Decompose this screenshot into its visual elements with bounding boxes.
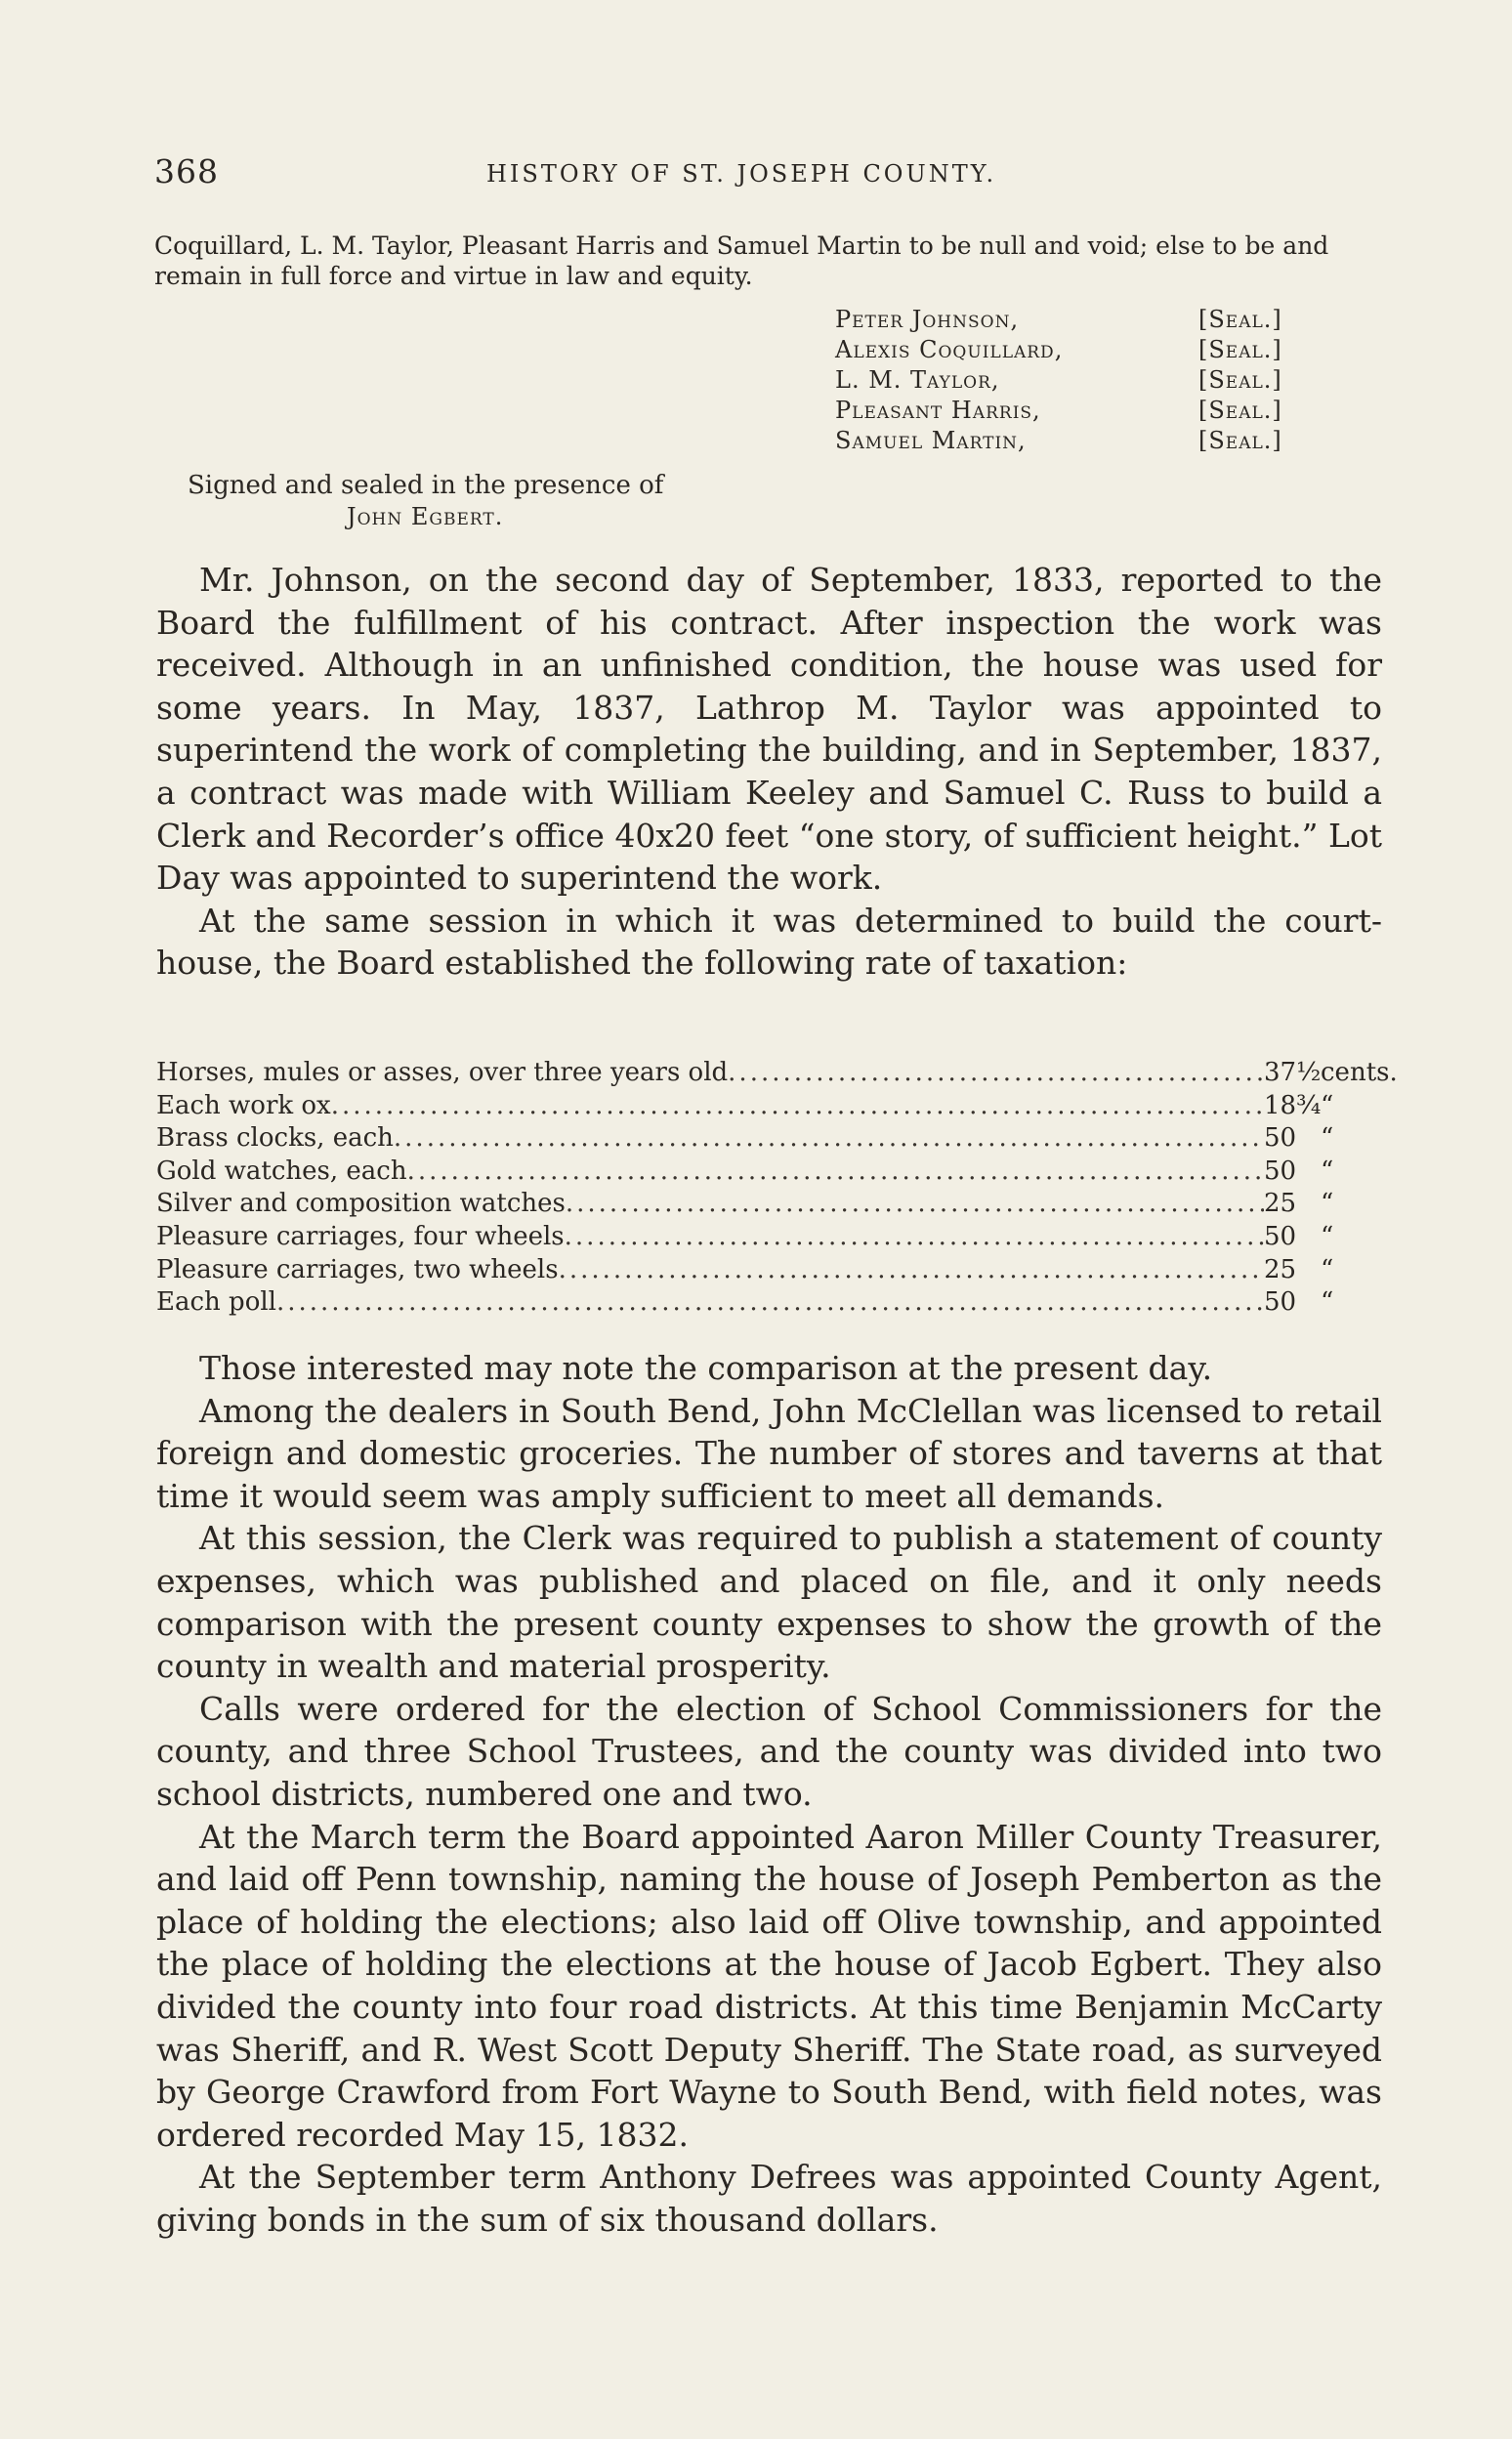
witness-name: John Egbert.: [347, 503, 504, 530]
tax-item: Pleasure carriages, two wheels: [156, 1254, 559, 1284]
tax-rate: 50: [1264, 1221, 1297, 1251]
tax-item: Brass clocks, each: [156, 1123, 394, 1154]
tax-rate: 18¾: [1264, 1090, 1322, 1120]
tax-unit: “: [1321, 1090, 1334, 1120]
body-text-lower: [156, 1347, 1382, 2241]
tax-unit: “: [1321, 1189, 1334, 1219]
dot-leader: [566, 1189, 1264, 1218]
tax-rate-row: [156, 1091, 1389, 1124]
signatory-row: [835, 336, 1323, 366]
dot-leader: [565, 1222, 1264, 1251]
seal-mark: [Seal.]: [1198, 427, 1282, 454]
seal-mark: [Seal.]: [1198, 397, 1282, 424]
tax-rate: 50: [1264, 1123, 1297, 1154]
seal-mark: [Seal.]: [1198, 336, 1282, 363]
tax-item: Gold watches, each: [156, 1156, 407, 1186]
paragraph: At the same session in which it was determined to build the court-house, the Board established the following rate of taxation:: [156, 901, 1382, 983]
paragraph: At the September term Anthony Defrees was appointed County Agent, giving bonds in the sum of six thousand dollars.: [156, 2158, 1382, 2239]
tax-unit: “: [1321, 1123, 1334, 1154]
dot-leader: [559, 1255, 1264, 1284]
paragraph: Mr. Johnson, on the second day of September, 1833, reported to the Board the fulfillment of his contract. After inspection the work was received. Although in an unfinished condition, the house was used for some years. In May, 1837, Lathrop M. Taylor was appointed to superintend the work of completing the building, and in September, 1837, a contract was made with William Keeley and Samuel C. Russ to build a Clerk and Recorder’s office 40x20 feet “one story, of sufficient height.” Lot Day was appointed to superintend the work.: [156, 561, 1382, 898]
dot-leader: [407, 1156, 1264, 1186]
signatory-name: Pleasant Harris,: [835, 397, 1041, 424]
tax-item: Each work ox: [156, 1090, 331, 1120]
tax-rate: 50: [1264, 1287, 1297, 1318]
dot-leader: [276, 1287, 1264, 1317]
tax-rate: 25: [1264, 1189, 1297, 1219]
paragraph: At this session, the Clerk was required to publish a statement of county expenses, which was published and placed on file, and it only needs comparison with the present county expenses to show the growth of the county in wealth and material prosperity.: [156, 1519, 1382, 1686]
tax-rate-row: [156, 1287, 1389, 1321]
dot-leader: [394, 1123, 1264, 1153]
tax-item: Pleasure carriages, four wheels: [156, 1221, 565, 1251]
page-header: [154, 152, 1387, 199]
tax-rate-row: [156, 1156, 1389, 1190]
seal-mark: [Seal.]: [1198, 366, 1282, 394]
signatory-row: [835, 427, 1323, 457]
signatory-name: L. M. Taylor,: [835, 366, 1000, 394]
tax-rate-row: [156, 1255, 1389, 1288]
paragraph: Those interested may note the comparison at the present day.: [199, 1349, 1213, 1387]
dot-leader: [728, 1058, 1264, 1087]
tax-rate-row: [156, 1189, 1389, 1222]
signatory-row: [835, 366, 1323, 397]
tax-rate-row: [156, 1123, 1389, 1156]
paragraph: Calls were ordered for the election of School Commissioners for the county, and three School Trustees, and the county was divided into two school districts, numbered one and two.: [156, 1689, 1382, 1813]
signatory-row: [835, 306, 1323, 336]
tax-unit: “: [1321, 1287, 1334, 1318]
signatory-list: [835, 306, 1323, 457]
signatory-row: [835, 397, 1323, 427]
paragraph: At the March term the Board appointed Aaron Miller County Treasurer, and laid off Penn township, naming the house of Joseph Pemberton as the place of holding the elections; also laid off Olive township, and appointed the place of holding the elections at the house of Jacob Egbert. They also divided the county into four road districts. At this time Benjamin McCarty was Sheriff, and R. West Scott Deputy Sheriff. The State road, as surveyed by George Crawford from Fort Wayne to South Bend, with field notes, was ordered recorded May 15, 1832.: [156, 1817, 1382, 2154]
tax-unit: “: [1321, 1254, 1334, 1284]
tax-item: Each poll: [156, 1287, 276, 1318]
tax-rate-row: [156, 1222, 1389, 1255]
dot-leader: [331, 1091, 1264, 1120]
signatory-name: Alexis Coquillard,: [835, 336, 1064, 363]
tax-rate: 25: [1264, 1254, 1297, 1284]
paragraph: Among the dealers in South Bend, John McClellan was licensed to retail foreign and domestic groceries. The number of stores and taverns at that time it would seem was amply sufficient to meet all demands.: [156, 1391, 1382, 1515]
signatory-name: Samuel Martin,: [835, 427, 1027, 454]
seal-mark: [Seal.]: [1198, 306, 1282, 333]
signatory-name: Peter Johnson,: [835, 306, 1020, 333]
lead-text: Coquillard, L. M. Taylor, Pleasant Harris and Samuel Martin to be null and void; else to be and remain in full force and virtue in law and equity.: [154, 231, 1329, 290]
tax-rate-table: [156, 1058, 1398, 1321]
tax-rate: 37½: [1264, 1058, 1322, 1087]
witness-label: Signed and sealed in the presence of: [188, 471, 664, 500]
page-number: 368: [154, 152, 219, 190]
tax-rate: 50: [1264, 1156, 1297, 1186]
tax-unit: cents.: [1321, 1058, 1398, 1087]
tax-item: Silver and composition watches: [156, 1189, 566, 1219]
body-text-upper: [156, 559, 1382, 985]
tax-unit: “: [1321, 1221, 1334, 1251]
tax-item: Horses, mules or asses, over three years old: [156, 1058, 729, 1087]
tax-unit: “: [1321, 1156, 1334, 1186]
running-title: HISTORY OF ST. JOSEPH COUNTY.: [486, 160, 997, 188]
tax-rate-row: [156, 1058, 1398, 1091]
